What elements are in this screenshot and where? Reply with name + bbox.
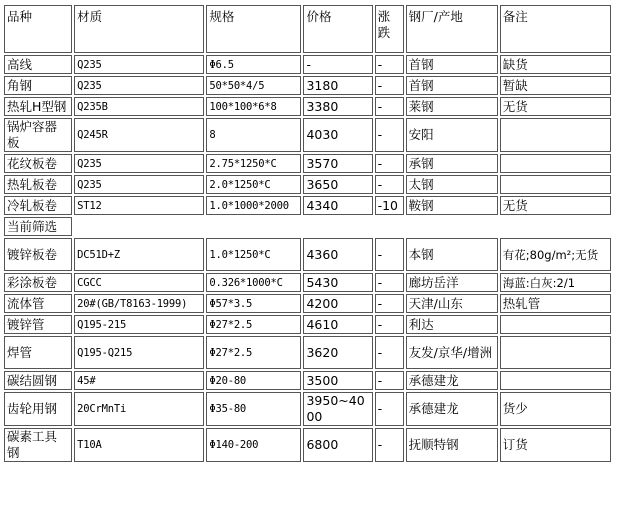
cell-spec: Φ27*2.5 xyxy=(206,315,301,334)
cell-change: - xyxy=(375,97,404,116)
cell-material: CGCC xyxy=(74,273,204,292)
cell-mill: 安阳 xyxy=(406,118,498,152)
cell-remark: 暂缺 xyxy=(500,76,611,95)
cell-mill: 本钢 xyxy=(406,238,498,271)
cell-material: Q195-215 xyxy=(74,315,204,334)
cell-price: 5430 xyxy=(303,273,372,292)
cell-mill: 抚顺特钢 xyxy=(406,428,498,462)
cell-spec: 1.0*1000*2000 xyxy=(206,196,301,215)
cell-material: ST12 xyxy=(74,196,204,215)
cell-price: 3380 xyxy=(303,97,372,116)
header-row xyxy=(4,5,611,53)
cell-spec: 0.326*1000*C xyxy=(206,273,301,292)
cell-material: Q235 xyxy=(74,55,204,74)
cell-variety: 彩涂板卷 xyxy=(4,273,72,292)
table-row xyxy=(4,175,611,194)
header-remark: 备注 xyxy=(500,5,611,53)
cell-price: 3500 xyxy=(303,371,372,390)
cell-price: 4340 xyxy=(303,196,372,215)
header-change: 涨跌 xyxy=(375,5,404,53)
cell-remark xyxy=(500,118,611,152)
cell-mill: 承钢 xyxy=(406,154,498,173)
section-spacer xyxy=(74,217,611,236)
cell-mill: 首钢 xyxy=(406,76,498,95)
cell-spec: Φ27*2.5 xyxy=(206,336,301,369)
cell-spec: 1.0*1250*C xyxy=(206,238,301,271)
cell-mill: 莱钢 xyxy=(406,97,498,116)
cell-variety: 镀锌板卷 xyxy=(4,238,72,271)
header-spec: 规格 xyxy=(206,5,301,53)
cell-spec: 50*50*4/5 xyxy=(206,76,301,95)
cell-change: - xyxy=(375,371,404,390)
cell-mill: 太钢 xyxy=(406,175,498,194)
cell-mill: 承德建龙 xyxy=(406,371,498,390)
cell-remark xyxy=(500,336,611,369)
table-row xyxy=(4,336,611,369)
cell-price: 4030 xyxy=(303,118,372,152)
cell-change: - xyxy=(375,315,404,334)
cell-price: 3650 xyxy=(303,175,372,194)
cell-variety: 高线 xyxy=(4,55,72,74)
table-row xyxy=(4,273,611,292)
cell-spec: Φ35-80 xyxy=(206,392,301,426)
cell-price: 3620 xyxy=(303,336,372,369)
cell-remark xyxy=(500,371,611,390)
cell-price: 3950~4000 xyxy=(303,392,372,426)
cell-variety: 齿轮用钢 xyxy=(4,392,72,426)
cell-change: - xyxy=(375,273,404,292)
cell-material: 45# xyxy=(74,371,204,390)
cell-variety: 焊管 xyxy=(4,336,72,369)
table-row xyxy=(4,315,611,334)
cell-change: - xyxy=(375,76,404,95)
cell-spec: 8 xyxy=(206,118,301,152)
cell-remark xyxy=(500,154,611,173)
cell-change: - xyxy=(375,336,404,369)
table-row xyxy=(4,294,611,313)
table-row xyxy=(4,97,611,116)
cell-variety: 碳结圆钢 xyxy=(4,371,72,390)
header-material: 材质 xyxy=(74,5,204,53)
cell-remark xyxy=(500,175,611,194)
table-row xyxy=(4,428,611,462)
cell-remark: 有花;80g/m²;无货 xyxy=(500,238,611,271)
header-price: 价格 xyxy=(303,5,372,53)
cell-variety: 镀锌管 xyxy=(4,315,72,334)
cell-remark: 热轧管 xyxy=(500,294,611,313)
cell-spec: 2.0*1250*C xyxy=(206,175,301,194)
cell-spec: Φ6.5 xyxy=(206,55,301,74)
cell-material: Q195-Q215 xyxy=(74,336,204,369)
cell-material: 20CrMnTi xyxy=(74,392,204,426)
table-row xyxy=(4,76,611,95)
cell-remark: 无货 xyxy=(500,196,611,215)
cell-change: - xyxy=(375,392,404,426)
cell-variety: 锅炉容器板 xyxy=(4,118,72,152)
cell-material: DC51D+Z xyxy=(74,238,204,271)
cell-material: Q235B xyxy=(74,97,204,116)
cell-price: 3570 xyxy=(303,154,372,173)
cell-change: -10 xyxy=(375,196,404,215)
header-mill: 钢厂/产地 xyxy=(406,5,498,53)
cell-mill: 承德建龙 xyxy=(406,392,498,426)
cell-remark: 无货 xyxy=(500,97,611,116)
cell-change: - xyxy=(375,175,404,194)
cell-variety: 流体管 xyxy=(4,294,72,313)
cell-variety: 碳素工具钢 xyxy=(4,428,72,462)
cell-material: T10A xyxy=(74,428,204,462)
cell-variety: 热轧板卷 xyxy=(4,175,72,194)
cell-change: - xyxy=(375,55,404,74)
table-row xyxy=(4,392,611,426)
table-row xyxy=(4,118,611,152)
cell-spec: 100*100*6*8 xyxy=(206,97,301,116)
cell-material: Q235 xyxy=(74,175,204,194)
cell-price: 4610 xyxy=(303,315,372,334)
cell-change: - xyxy=(375,294,404,313)
cell-mill: 利达 xyxy=(406,315,498,334)
cell-remark xyxy=(500,315,611,334)
table-row xyxy=(4,55,611,74)
cell-change: - xyxy=(375,428,404,462)
table-row xyxy=(4,196,611,215)
cell-material: 20#(GB/T8163-1999) xyxy=(74,294,204,313)
table-row xyxy=(4,154,611,173)
cell-material: Q235 xyxy=(74,76,204,95)
cell-mill: 廊坊岳洋 xyxy=(406,273,498,292)
cell-variety: 角钢 xyxy=(4,76,72,95)
cell-variety: 花纹板卷 xyxy=(4,154,72,173)
cell-material: Q245R xyxy=(74,118,204,152)
cell-spec: 2.75*1250*C xyxy=(206,154,301,173)
section-row xyxy=(4,217,611,236)
cell-remark: 海蓝:白灰:2/1 xyxy=(500,273,611,292)
table-row xyxy=(4,238,611,271)
cell-remark: 订货 xyxy=(500,428,611,462)
cell-price: - xyxy=(303,55,372,74)
table-body xyxy=(4,5,611,462)
table-row xyxy=(4,371,611,390)
cell-price: 4360 xyxy=(303,238,372,271)
cell-material: Q235 xyxy=(74,154,204,173)
header-variety: 品种 xyxy=(4,5,72,53)
cell-variety: 冷轧板卷 xyxy=(4,196,72,215)
cell-change: - xyxy=(375,238,404,271)
cell-spec: Φ20-80 xyxy=(206,371,301,390)
cell-remark: 缺货 xyxy=(500,55,611,74)
cell-spec: Φ140-200 xyxy=(206,428,301,462)
section-label: 当前筛选 xyxy=(4,217,72,236)
cell-mill: 友发/京华/增洲 xyxy=(406,336,498,369)
cell-price: 3180 xyxy=(303,76,372,95)
cell-mill: 天津/山东 xyxy=(406,294,498,313)
cell-variety: 热轧H型钢 xyxy=(4,97,72,116)
cell-remark: 货少 xyxy=(500,392,611,426)
cell-price: 4200 xyxy=(303,294,372,313)
cell-mill: 鞍钢 xyxy=(406,196,498,215)
cell-price: 6800 xyxy=(303,428,372,462)
cell-change: - xyxy=(375,118,404,152)
cell-mill: 首钢 xyxy=(406,55,498,74)
steel-price-table xyxy=(2,3,613,464)
cell-spec: Φ57*3.5 xyxy=(206,294,301,313)
cell-change: - xyxy=(375,154,404,173)
